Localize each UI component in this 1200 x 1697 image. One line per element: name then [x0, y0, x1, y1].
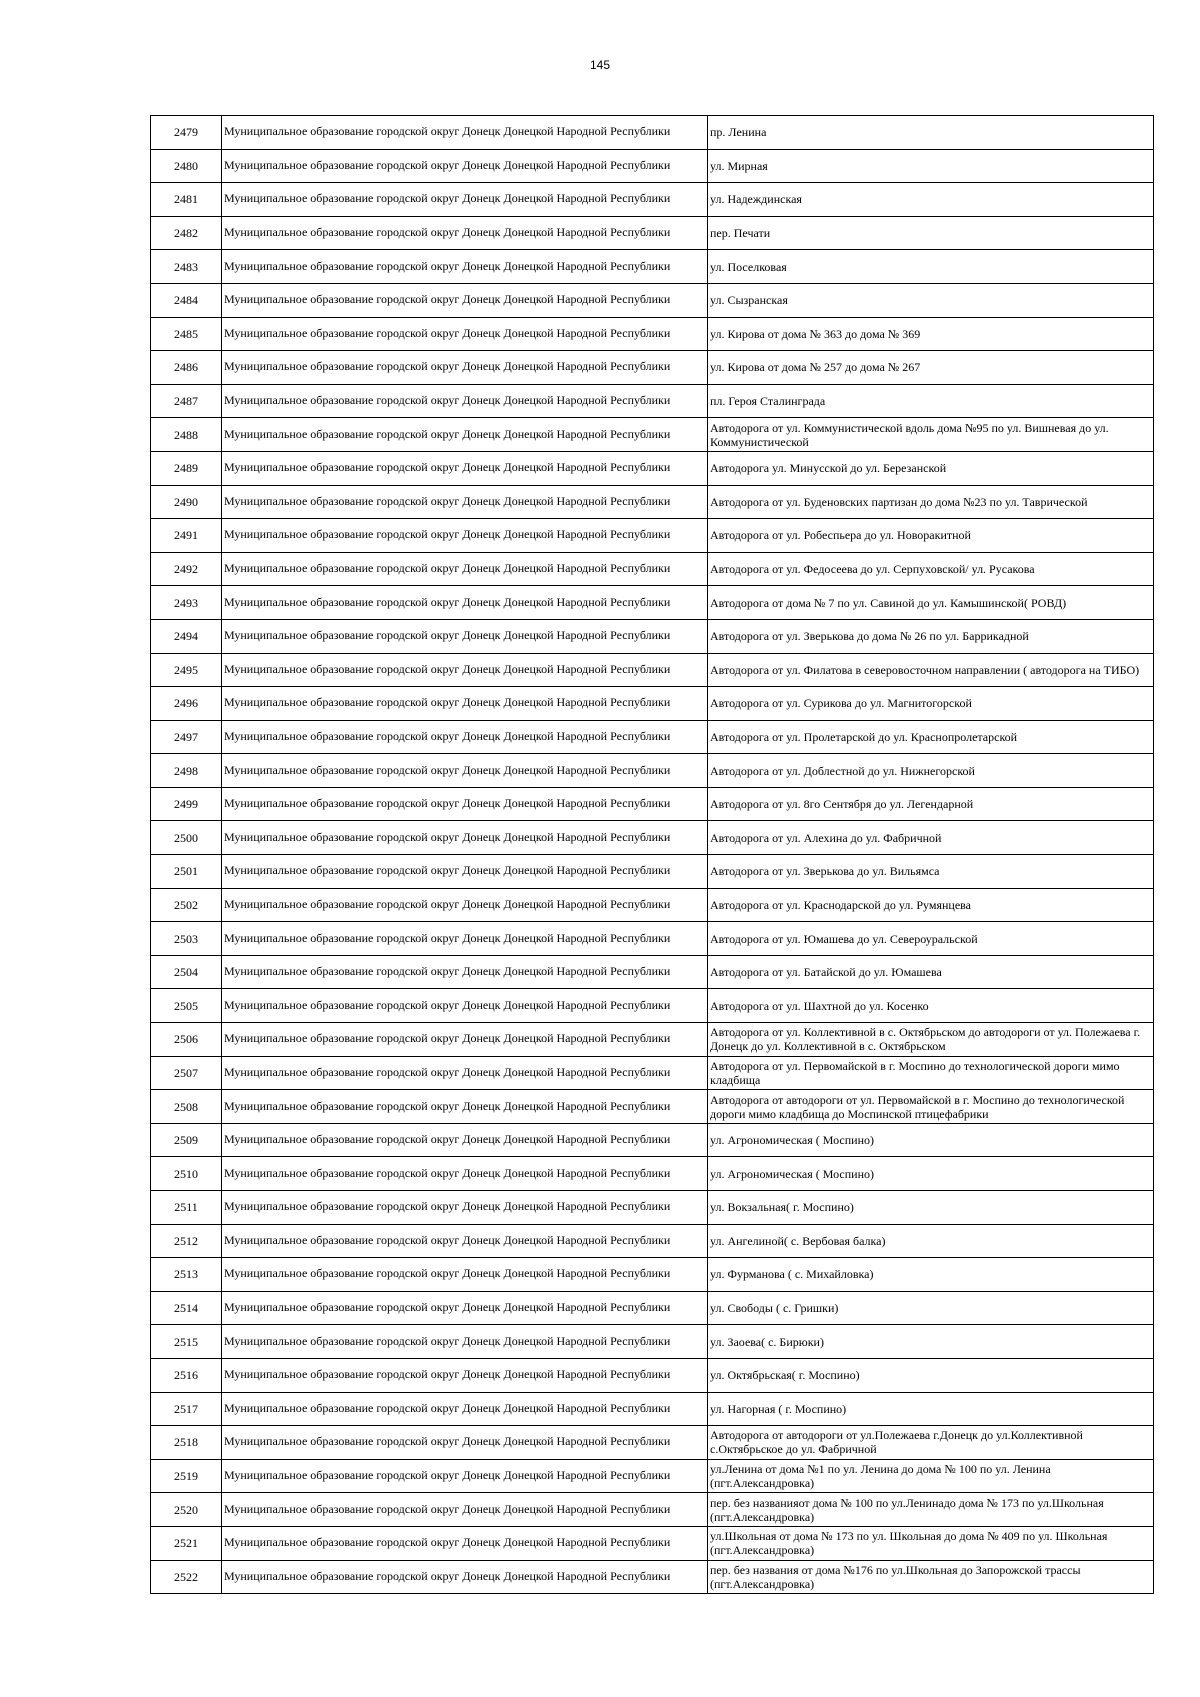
- table-row: [151, 888, 1154, 922]
- address-cell: пр. Ленина: [708, 116, 1154, 150]
- row-number: 2485: [151, 317, 222, 351]
- municipality-name: Муниципальное образование городской округ Донецк Донецкой Народной Республики: [224, 930, 671, 945]
- address-cell: Автодорога от автодороги от ул. Первомайской в г. Моспино до технологической дороги мимо кладбища до Моспинской птицефабрики: [708, 1090, 1154, 1124]
- address-cell: Автодорога от ул. Алехина до ул. Фабричной: [708, 821, 1154, 855]
- row-number: 2502: [151, 888, 222, 922]
- address-cell: Автодорога от ул. Коллективной в с. Октябрьском до автодороги от ул. Полежаева г. Донецк до ул. Коллективной в с. Октябрьском: [708, 1023, 1154, 1057]
- row-number: 2519: [151, 1459, 222, 1493]
- municipality-cell: [222, 418, 708, 452]
- table-row: [151, 1526, 1154, 1560]
- municipality-name: Муниципальное образование городской округ Донецк Донецкой Народной Республики: [224, 1031, 671, 1046]
- municipality-cell: [222, 787, 708, 821]
- municipality-cell: [222, 283, 708, 317]
- row-number: 2509: [151, 1123, 222, 1157]
- municipality-name: Муниципальное образование городской округ Донецк Донецкой Народной Республики: [224, 728, 671, 743]
- municipality-name: Муниципальное образование городской округ Донецк Донецкой Народной Республики: [224, 762, 671, 777]
- municipality-name: Муниципальное образование городской округ Донецк Донецкой Народной Республики: [224, 1132, 671, 1147]
- address-cell: ул. Агрономическая ( Моспино): [708, 1157, 1154, 1191]
- municipality-name: Муниципальное образование городской округ Донецк Донецкой Народной Республики: [224, 1400, 671, 1415]
- table-row: [151, 922, 1154, 956]
- municipality-cell: [222, 687, 708, 721]
- municipality-cell: [222, 1560, 708, 1594]
- table-row: [151, 1325, 1154, 1359]
- address-cell: Автодорога от ул. Федосеева до ул. Серпуховской/ ул. Русакова: [708, 552, 1154, 586]
- row-number: 2481: [151, 183, 222, 217]
- municipality-name: Муниципальное образование городской округ Донецк Донецкой Народной Республики: [224, 594, 671, 609]
- address-cell: ул. Ангелиной( с. Вербовая балка): [708, 1224, 1154, 1258]
- row-number: 2488: [151, 418, 222, 452]
- municipality-name: Муниципальное образование городской округ Донецк Донецкой Народной Республики: [224, 460, 671, 475]
- row-number: 2484: [151, 283, 222, 317]
- row-number: 2495: [151, 653, 222, 687]
- municipality-cell: [222, 586, 708, 620]
- table-row: [151, 552, 1154, 586]
- address-cell: пер. без названия от дома №176 по ул.Школьная до Запорожской трассы (пгт.Александровка): [708, 1560, 1154, 1594]
- municipality-name: Муниципальное образование городской округ Донецк Донецкой Народной Республики: [224, 896, 671, 911]
- table-row: [151, 485, 1154, 519]
- table-row: [151, 1157, 1154, 1191]
- municipality-cell: [222, 1526, 708, 1560]
- address-cell: Автодорога от автодороги от ул.Полежаева г.Донецк до ул.Коллективной с.Октябрьское до ул. Фабричной: [708, 1426, 1154, 1460]
- municipality-name: Муниципальное образование городской округ Донецк Донецкой Народной Республики: [224, 292, 671, 307]
- municipality-cell: [222, 1157, 708, 1191]
- row-number: 2511: [151, 1191, 222, 1225]
- table-row: [151, 1426, 1154, 1460]
- page-number: 145: [589, 58, 611, 72]
- address-cell: Автодорога от ул. Робеспьера до ул. Новоракитной: [708, 519, 1154, 553]
- row-number: 2480: [151, 149, 222, 183]
- municipality-name: Муниципальное образование городской округ Донецк Донецкой Народной Республики: [224, 628, 671, 643]
- municipality-cell: [222, 1258, 708, 1292]
- address-cell: ул. Октябрьская( г. Моспино): [708, 1358, 1154, 1392]
- municipality-name: Муниципальное образование городской округ Донецк Донецкой Народной Республики: [224, 157, 671, 172]
- municipality-cell: [222, 250, 708, 284]
- address-cell: ул. Мирная: [708, 149, 1154, 183]
- municipality-name: Муниципальное образование городской округ Донецк Донецкой Народной Республики: [224, 661, 671, 676]
- address-cell: Автодорога от ул. Зверькова до дома № 26 по ул. Баррикадной: [708, 619, 1154, 653]
- address-cell: Автодорога от ул. Юмашева до ул. Североуральской: [708, 922, 1154, 956]
- table-row: [151, 720, 1154, 754]
- address-cell: ул. Заоева( с. Бирюки): [708, 1325, 1154, 1359]
- municipality-cell: [222, 955, 708, 989]
- address-cell: ул. Вокзальная( г. Моспино): [708, 1191, 1154, 1225]
- municipality-name: Муниципальное образование городской округ Донецк Донецкой Народной Республики: [224, 1165, 671, 1180]
- table-row: [151, 1090, 1154, 1124]
- municipality-name: Муниципальное образование городской округ Донецк Донецкой Народной Республики: [224, 359, 671, 374]
- municipality-name: Муниципальное образование городской округ Донецк Донецкой Народной Республики: [224, 863, 671, 878]
- table-row: [151, 855, 1154, 889]
- address-cell: ул. Свободы ( с. Гришки): [708, 1291, 1154, 1325]
- municipality-name: Муниципальное образование городской округ Донецк Донецкой Народной Республики: [224, 1098, 671, 1113]
- municipality-cell: [222, 1123, 708, 1157]
- municipality-name: Муниципальное образование городской округ Донецк Донецкой Народной Республики: [224, 1333, 671, 1348]
- municipality-name: Муниципальное образование городской округ Донецк Донецкой Народной Республики: [224, 426, 671, 441]
- municipality-cell: [222, 1426, 708, 1460]
- table-row: [151, 384, 1154, 418]
- row-number: 2493: [151, 586, 222, 620]
- municipality-name: Муниципальное образование городской округ Донецк Донецкой Народной Республики: [224, 964, 671, 979]
- address-cell: ул.Ленина от дома №1 по ул. Ленина до дома № 100 по ул. Ленина (пгт.Александровка): [708, 1459, 1154, 1493]
- table-row: [151, 619, 1154, 653]
- table-row: [151, 1224, 1154, 1258]
- municipality-cell: [222, 855, 708, 889]
- address-cell: пер. без названияот дома № 100 по ул.Ленинадо дома № 173 по ул.Школьная (пгт.Александровка): [708, 1493, 1154, 1527]
- municipality-name: Муниципальное образование городской округ Донецк Донецкой Народной Республики: [224, 258, 671, 273]
- municipality-name: Муниципальное образование городской округ Донецк Донецкой Народной Республики: [224, 124, 671, 139]
- municipality-cell: [222, 1358, 708, 1392]
- municipality-name: Муниципальное образование городской округ Донецк Донецкой Народной Республики: [224, 225, 671, 240]
- row-number: 2500: [151, 821, 222, 855]
- municipality-cell: [222, 989, 708, 1023]
- address-cell: ул. Фурманова ( с. Михайловка): [708, 1258, 1154, 1292]
- municipality-name: Муниципальное образование городской округ Донецк Донецкой Народной Республики: [224, 527, 671, 542]
- address-cell: пер. Печати: [708, 216, 1154, 250]
- address-cell: Автодорога от ул. 8го Сентября до ул. Легендарной: [708, 787, 1154, 821]
- table-row: [151, 1459, 1154, 1493]
- address-cell: Автодорога от ул. Филатова в северовосточном направлении ( автодорога на ТИБО): [708, 653, 1154, 687]
- municipality-cell: [222, 183, 708, 217]
- row-number: 2479: [151, 116, 222, 150]
- registry-table-body: [151, 116, 1154, 1594]
- municipality-cell: [222, 1291, 708, 1325]
- municipality-name: Муниципальное образование городской округ Донецк Донецкой Народной Республики: [224, 829, 671, 844]
- row-number: 2501: [151, 855, 222, 889]
- row-number: 2504: [151, 955, 222, 989]
- row-number: 2494: [151, 619, 222, 653]
- municipality-cell: [222, 653, 708, 687]
- table-row: [151, 787, 1154, 821]
- address-cell: Автодорога от ул. Буденовских партизан до дома №23 по ул. Таврической: [708, 485, 1154, 519]
- municipality-cell: [222, 552, 708, 586]
- row-number: 2489: [151, 451, 222, 485]
- table-row: [151, 1191, 1154, 1225]
- table-row: [151, 250, 1154, 284]
- row-number: 2490: [151, 485, 222, 519]
- table-row: [151, 754, 1154, 788]
- row-number: 2513: [151, 1258, 222, 1292]
- row-number: 2517: [151, 1392, 222, 1426]
- row-number: 2506: [151, 1023, 222, 1057]
- municipality-cell: [222, 1325, 708, 1359]
- address-cell: ул. Нагорная ( г. Моспино): [708, 1392, 1154, 1426]
- address-cell: Автодорога от ул. Батайской до ул. Юмашева: [708, 955, 1154, 989]
- address-cell: Автодорога от ул. Сурикова до ул. Магнитогорской: [708, 687, 1154, 721]
- municipality-name: Муниципальное образование городской округ Донецк Донецкой Народной Республики: [224, 1535, 671, 1550]
- table-row: [151, 1560, 1154, 1594]
- municipality-cell: [222, 116, 708, 150]
- row-number: 2492: [151, 552, 222, 586]
- municipality-name: Муниципальное образование городской округ Донецк Донецкой Народной Республики: [224, 1232, 671, 1247]
- municipality-cell: [222, 1493, 708, 1527]
- row-number: 2482: [151, 216, 222, 250]
- address-cell: Автодорога ул. Минусской до ул. Березанской: [708, 451, 1154, 485]
- municipality-cell: [222, 922, 708, 956]
- table-row: [151, 821, 1154, 855]
- table-row: [151, 1493, 1154, 1527]
- table-row: [151, 586, 1154, 620]
- table-row: [151, 1023, 1154, 1057]
- municipality-name: Муниципальное образование городской округ Донецк Донецкой Народной Республики: [224, 1300, 671, 1315]
- municipality-cell: [222, 1023, 708, 1057]
- municipality-cell: [222, 1392, 708, 1426]
- table-row: [151, 1258, 1154, 1292]
- row-number: 2508: [151, 1090, 222, 1124]
- municipality-cell: [222, 317, 708, 351]
- address-cell: Автодорога от ул. Пролетарской до ул. Краснопролетарской: [708, 720, 1154, 754]
- row-number: 2510: [151, 1157, 222, 1191]
- address-cell: пл. Героя Сталинграда: [708, 384, 1154, 418]
- municipality-cell: [222, 1090, 708, 1124]
- row-number: 2497: [151, 720, 222, 754]
- table-row: [151, 351, 1154, 385]
- row-number: 2521: [151, 1526, 222, 1560]
- municipality-cell: [222, 821, 708, 855]
- address-cell: Автодорога от ул. Краснодарской до ул. Румянцева: [708, 888, 1154, 922]
- row-number: 2503: [151, 922, 222, 956]
- municipality-name: Муниципальное образование городской округ Донецк Донецкой Народной Республики: [224, 1367, 671, 1382]
- table-row: [151, 216, 1154, 250]
- municipality-name: Муниципальное образование городской округ Донецк Донецкой Народной Республики: [224, 1501, 671, 1516]
- municipality-name: Муниципальное образование городской округ Донецк Донецкой Народной Республики: [224, 191, 671, 206]
- row-number: 2522: [151, 1560, 222, 1594]
- table-row: [151, 955, 1154, 989]
- row-number: 2514: [151, 1291, 222, 1325]
- address-cell: ул. Поселковая: [708, 250, 1154, 284]
- municipality-name: Муниципальное образование городской округ Донецк Донецкой Народной Республики: [224, 1266, 671, 1281]
- table-row: [151, 1392, 1154, 1426]
- address-cell: ул.Школьная от дома № 173 по ул. Школьная до дома № 409 по ул. Школьная (пгт.Александровка): [708, 1526, 1154, 1560]
- municipality-name: Муниципальное образование городской округ Донецк Донецкой Народной Республики: [224, 1434, 671, 1449]
- address-cell: Автодорога от ул. Коммунистической вдоль дома №95 по ул. Вишневая до ул. Коммунистической: [708, 418, 1154, 452]
- municipality-name: Муниципальное образование городской округ Донецк Донецкой Народной Республики: [224, 493, 671, 508]
- table-row: [151, 1291, 1154, 1325]
- municipality-cell: [222, 149, 708, 183]
- table-row: [151, 317, 1154, 351]
- table-row: [151, 519, 1154, 553]
- table-row: [151, 1123, 1154, 1157]
- table-row: [151, 418, 1154, 452]
- table-row: [151, 989, 1154, 1023]
- address-cell: Автодорога от ул. Доблестной до ул. Нижнегорской: [708, 754, 1154, 788]
- row-number: 2520: [151, 1493, 222, 1527]
- address-cell: ул. Надеждинская: [708, 183, 1154, 217]
- row-number: 2516: [151, 1358, 222, 1392]
- municipality-cell: [222, 351, 708, 385]
- row-number: 2498: [151, 754, 222, 788]
- row-number: 2515: [151, 1325, 222, 1359]
- table-row: [151, 687, 1154, 721]
- table-row: [151, 183, 1154, 217]
- row-number: 2505: [151, 989, 222, 1023]
- row-number: 2487: [151, 384, 222, 418]
- address-cell: Автодорога от ул. Зверькова до ул. Вильямса: [708, 855, 1154, 889]
- municipality-cell: [222, 720, 708, 754]
- municipality-name: Муниципальное образование городской округ Донецк Донецкой Народной Республики: [224, 1568, 671, 1583]
- municipality-cell: [222, 754, 708, 788]
- address-cell: Автодорога от дома № 7 по ул. Савиной до ул. Камышинской( РОВД): [708, 586, 1154, 620]
- municipality-name: Муниципальное образование городской округ Донецк Донецкой Народной Республики: [224, 1468, 671, 1483]
- table-row: [151, 1358, 1154, 1392]
- table-row: [151, 653, 1154, 687]
- table-row: [151, 451, 1154, 485]
- municipality-name: Муниципальное образование городской округ Донецк Донецкой Народной Республики: [224, 325, 671, 340]
- row-number: 2507: [151, 1056, 222, 1090]
- municipality-cell: [222, 1191, 708, 1225]
- municipality-cell: [222, 1224, 708, 1258]
- row-number: 2483: [151, 250, 222, 284]
- row-number: 2496: [151, 687, 222, 721]
- table-row: [151, 1056, 1154, 1090]
- table-row: [151, 116, 1154, 150]
- municipality-name: Муниципальное образование городской округ Донецк Донецкой Народной Республики: [224, 997, 671, 1012]
- municipality-cell: [222, 451, 708, 485]
- municipality-name: Муниципальное образование городской округ Донецк Донецкой Народной Республики: [224, 796, 671, 811]
- municipality-cell: [222, 1459, 708, 1493]
- municipality-cell: [222, 1056, 708, 1090]
- municipality-cell: [222, 216, 708, 250]
- row-number: 2499: [151, 787, 222, 821]
- registry-table: [150, 115, 1154, 1594]
- address-cell: ул. Кирова от дома № 257 до дома № 267: [708, 351, 1154, 385]
- municipality-name: Муниципальное образование городской округ Донецк Донецкой Народной Республики: [224, 1064, 671, 1079]
- row-number: 2518: [151, 1426, 222, 1460]
- municipality-cell: [222, 888, 708, 922]
- address-cell: ул. Кирова от дома № 363 до дома № 369: [708, 317, 1154, 351]
- municipality-name: Муниципальное образование городской округ Донецк Донецкой Народной Республики: [224, 393, 671, 408]
- municipality-cell: [222, 619, 708, 653]
- row-number: 2512: [151, 1224, 222, 1258]
- municipality-cell: [222, 384, 708, 418]
- row-number: 2491: [151, 519, 222, 553]
- row-number: 2486: [151, 351, 222, 385]
- address-cell: Автодорога от ул. Шахтной до ул. Косенко: [708, 989, 1154, 1023]
- municipality-name: Муниципальное образование городской округ Донецк Донецкой Народной Республики: [224, 1199, 671, 1214]
- address-cell: Автодорога от ул. Первомайской в г. Моспино до технологической дороги мимо кладбища: [708, 1056, 1154, 1090]
- address-cell: ул. Сызранская: [708, 283, 1154, 317]
- table-row: [151, 283, 1154, 317]
- municipality-name: Муниципальное образование городской округ Донецк Донецкой Народной Республики: [224, 561, 671, 576]
- municipality-cell: [222, 485, 708, 519]
- municipality-name: Муниципальное образование городской округ Донецк Донецкой Народной Республики: [224, 695, 671, 710]
- address-cell: ул. Агрономическая ( Моспино): [708, 1123, 1154, 1157]
- municipality-cell: [222, 519, 708, 553]
- table-row: [151, 149, 1154, 183]
